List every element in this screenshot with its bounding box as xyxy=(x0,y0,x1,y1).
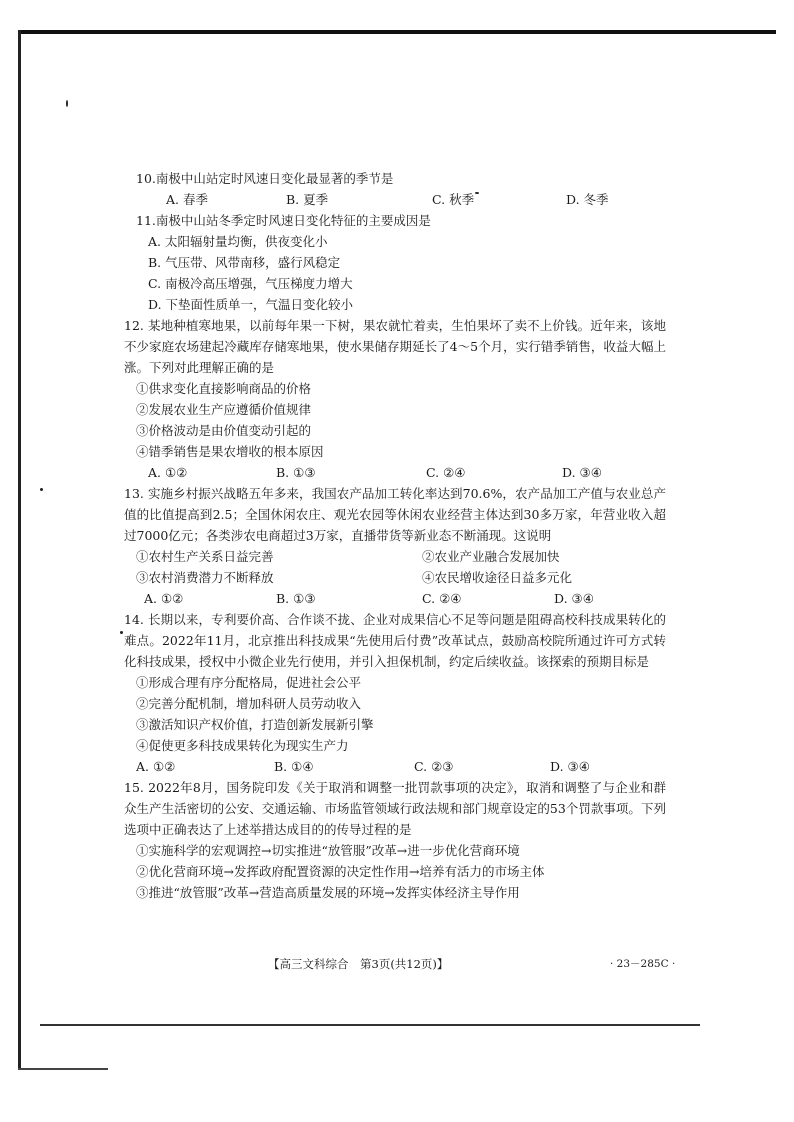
statement-3: ③价格波动是由价值变动引起的 xyxy=(136,423,312,438)
statement-4: ④错季销售是果农增收的根本原因 xyxy=(136,444,324,459)
option-c: C. 南极冷高压增强，气压梯度力增大 xyxy=(148,276,353,291)
statement-2: ②完善分配机制，增加科研人员劳动收入 xyxy=(136,696,362,711)
statements-row-2 xyxy=(124,567,666,588)
scan-bottom-border-left xyxy=(18,1068,108,1070)
question-12 xyxy=(124,315,666,483)
statement-2: ②优化营商环境→发挥政府配置资源的决定性作用→培养有活力的市场主体 xyxy=(136,864,545,879)
statement-1: ①实施科学的宏观调控→切实推进“放管服”改革→进一步优化营商环境 xyxy=(136,843,520,858)
question-stem: 11.南极中山站冬季定时风速日变化特征的主要成因是 xyxy=(136,213,431,228)
option-b: B. ①③ xyxy=(276,591,316,606)
question-11 xyxy=(136,210,666,315)
question-13 xyxy=(124,483,666,609)
page-footer: 【高三文科综合 第3页(共12页)】 xyxy=(268,957,449,971)
options-row xyxy=(136,189,666,210)
scan-speck xyxy=(120,631,123,634)
question-stem: 13. 实施乡村振兴战略五年多来，我国农产品加工转化率达到70.6%，农产品加工产值与农业总产值的比值提高到2.5；全国休闲农庄、观光农园等休闲农业经营主体达到30多万家，年营业收入超过7000亿元；各类涉农电商超过3万家，直播带货等新业态不断涌现。这说明 xyxy=(124,486,666,543)
option-a: A. ①② xyxy=(144,591,184,606)
option-b: B. ①③ xyxy=(276,465,316,480)
statements-row-1 xyxy=(124,546,666,567)
option-c: C. 秋季 xyxy=(432,192,475,207)
scan-left-border xyxy=(18,30,21,1070)
question-stem: 14. 长期以来，专利要价高、合作谈不拢、企业对成果信心不足等问题是阻碍高校科技成果转化的难点。2022年11月，北京推出科技成果“先使用后付费”改革试点，鼓励高校院所通过许可方式转化科技成果，授权中小微企业先行使用，并引入担保机制，约定后续收益。该探索的预期目标是 xyxy=(124,612,666,669)
statement-2: ②农业产业融合发展加快 xyxy=(422,549,560,564)
statement-3: ③激活知识产权价值，打造创新发展新引擎 xyxy=(136,717,374,732)
option-d: D. 冬季 xyxy=(566,192,609,207)
question-14 xyxy=(124,609,666,777)
exam-code: · 23－285C · xyxy=(610,958,676,970)
options-row xyxy=(124,756,666,777)
option-d: D. 下垫面性质单一，气温日变化较小 xyxy=(148,297,354,312)
question-stem: 12. 某地种植寒地果，以前每年果一下树，果农就忙着卖，生怕果坏了卖不上价钱。近年来，该地不少家庭农场建起冷藏库存储寒地果，使水果储存期延长了4～5个月，实行错季销售，收益大幅上涨。下列对此理解正确的是 xyxy=(124,318,666,375)
exam-page-content xyxy=(124,168,666,903)
option-d: D. ③④ xyxy=(554,591,594,606)
option-a: A. 太阳辐射量均衡，供夜变化小 xyxy=(148,234,328,249)
option-c: C. ②③ xyxy=(414,759,454,774)
scan-speck xyxy=(66,100,68,107)
option-a: A. ①② xyxy=(148,465,188,480)
question-stem: 15. 2022年8月，国务院印发《关于取消和调整一批罚款事项的决定》，取消和调整了与企业和群众生产生活密切的公安、交通运输、市场监管领域行政法规和部门规章设定的53个罚款事项。下列选项中正确表达了上述举措达成目的的传导过程的是 xyxy=(124,780,666,837)
option-b: B. ①④ xyxy=(274,759,314,774)
question-stem: 10.南极中山站定时风速日变化最显著的季节是 xyxy=(136,171,394,186)
option-b: B. 夏季 xyxy=(286,192,329,207)
statement-3: ③农村消费潜力不断释放 xyxy=(136,570,274,585)
question-15 xyxy=(124,777,666,903)
statement-1: ①供求变化直接影响商品的价格 xyxy=(136,381,312,396)
question-10 xyxy=(136,168,666,210)
option-c: C. ②④ xyxy=(426,465,466,480)
statement-3: ③推进“放管服”改革→营造高质量发展的环境→发挥实体经济主导作用 xyxy=(136,885,520,900)
options-row xyxy=(124,588,666,609)
scan-bottom-border xyxy=(40,1024,700,1026)
statement-1: ①农村生产关系日益完善 xyxy=(136,549,274,564)
statement-4: ④促使更多科技成果转化为现实生产力 xyxy=(136,738,349,753)
option-d: D. ③④ xyxy=(550,759,590,774)
option-b: B. 气压带、风带南移，盛行风稳定 xyxy=(148,255,341,270)
option-c: C. ②④ xyxy=(422,591,462,606)
statement-1: ①形成合理有序分配格局，促进社会公平 xyxy=(136,675,362,690)
option-a: A. ①② xyxy=(136,759,176,774)
statement-4: ④农民增收途径日益多元化 xyxy=(422,570,573,585)
option-a: A. 春季 xyxy=(166,192,208,207)
scan-top-border xyxy=(18,30,776,34)
options-row xyxy=(124,462,666,483)
statement-2: ②发展农业生产应遵循价值规律 xyxy=(136,402,312,417)
scan-speck xyxy=(40,488,43,491)
option-d: D. ③④ xyxy=(562,465,602,480)
